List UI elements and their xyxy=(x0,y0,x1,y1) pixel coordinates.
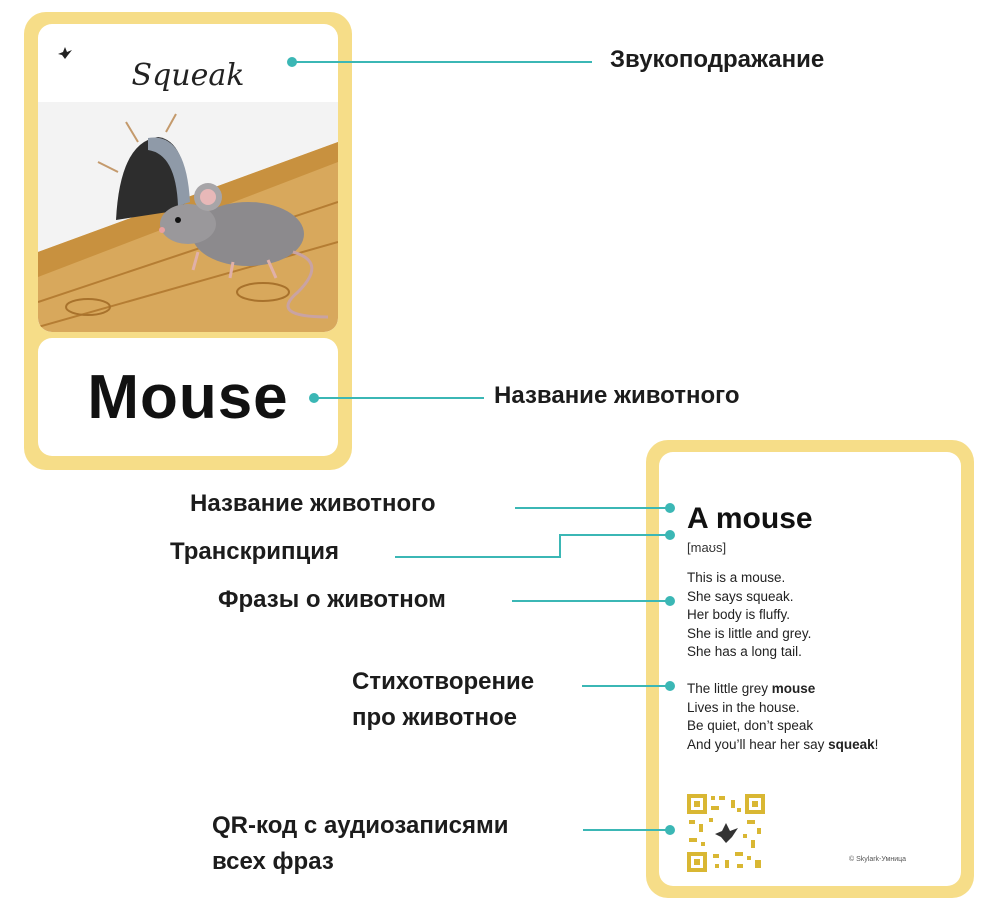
poem-text: And you’ll hear her say xyxy=(687,736,829,752)
callout-line xyxy=(582,685,670,687)
poem-bold: mouse xyxy=(771,681,816,696)
onomatopoeia-text: Squeak xyxy=(131,58,245,93)
animal-name-back: A mouse xyxy=(687,502,813,535)
label-onomatopoeia: Звукоподражание xyxy=(610,46,825,73)
phrase-item: This is a mouse. xyxy=(687,570,786,585)
phrase-item: She says squeak. xyxy=(687,588,794,604)
callout-line xyxy=(559,534,561,558)
phrase-item: Her body is fluffy. xyxy=(687,607,791,622)
poem-text: The little grey xyxy=(687,681,772,696)
callout-dot xyxy=(665,503,675,513)
callout-dot xyxy=(665,825,675,835)
callout-line xyxy=(512,600,670,602)
label-transcription: Транскрипция xyxy=(170,538,340,565)
poem-bold: squeak xyxy=(828,736,875,752)
poem-line xyxy=(687,736,878,755)
callout-dot xyxy=(665,530,675,540)
qr-code-icon[interactable] xyxy=(687,794,765,872)
back-card xyxy=(646,440,974,898)
callout-line xyxy=(559,534,669,536)
label-poem-line1: Стихотворение xyxy=(352,668,535,695)
front-name-panel xyxy=(38,338,338,456)
label-qr-line1: QR-код с аудиозаписями xyxy=(212,812,509,839)
callout-line xyxy=(395,556,561,558)
callout-dot xyxy=(665,681,675,691)
poem-line xyxy=(687,680,878,699)
label-qr-line2: всех фраз xyxy=(212,848,334,875)
label-animal-name-back: Название животного xyxy=(190,490,436,517)
transcription-text: [maʊs] xyxy=(687,540,727,555)
phrase-item: She has a long tail. xyxy=(687,644,802,659)
phrase-item: She is little and grey. xyxy=(687,625,812,641)
callout-line xyxy=(515,507,670,509)
mouse-illustration xyxy=(38,102,338,332)
callout-line xyxy=(292,61,592,63)
phrases-list xyxy=(687,569,811,662)
label-poem-line2: про животное xyxy=(352,704,518,731)
callout-line xyxy=(583,829,670,831)
poem-line: Lives in the house. xyxy=(687,699,800,715)
callout-line xyxy=(314,397,484,399)
front-card xyxy=(24,12,352,470)
copyright-text: © Skylark-Умница xyxy=(849,856,907,863)
front-illustration-panel xyxy=(38,24,338,332)
callout-dot xyxy=(665,596,675,606)
label-phrases: Фразы о животном xyxy=(218,586,446,613)
back-card-content xyxy=(659,452,961,886)
poem-line: Be quiet, don’t speak xyxy=(687,718,814,733)
label-animal-name-front: Название животного xyxy=(494,382,740,409)
poem xyxy=(687,680,878,754)
poem-text: ! xyxy=(874,736,879,752)
animal-name-front: Mouse xyxy=(87,362,289,432)
